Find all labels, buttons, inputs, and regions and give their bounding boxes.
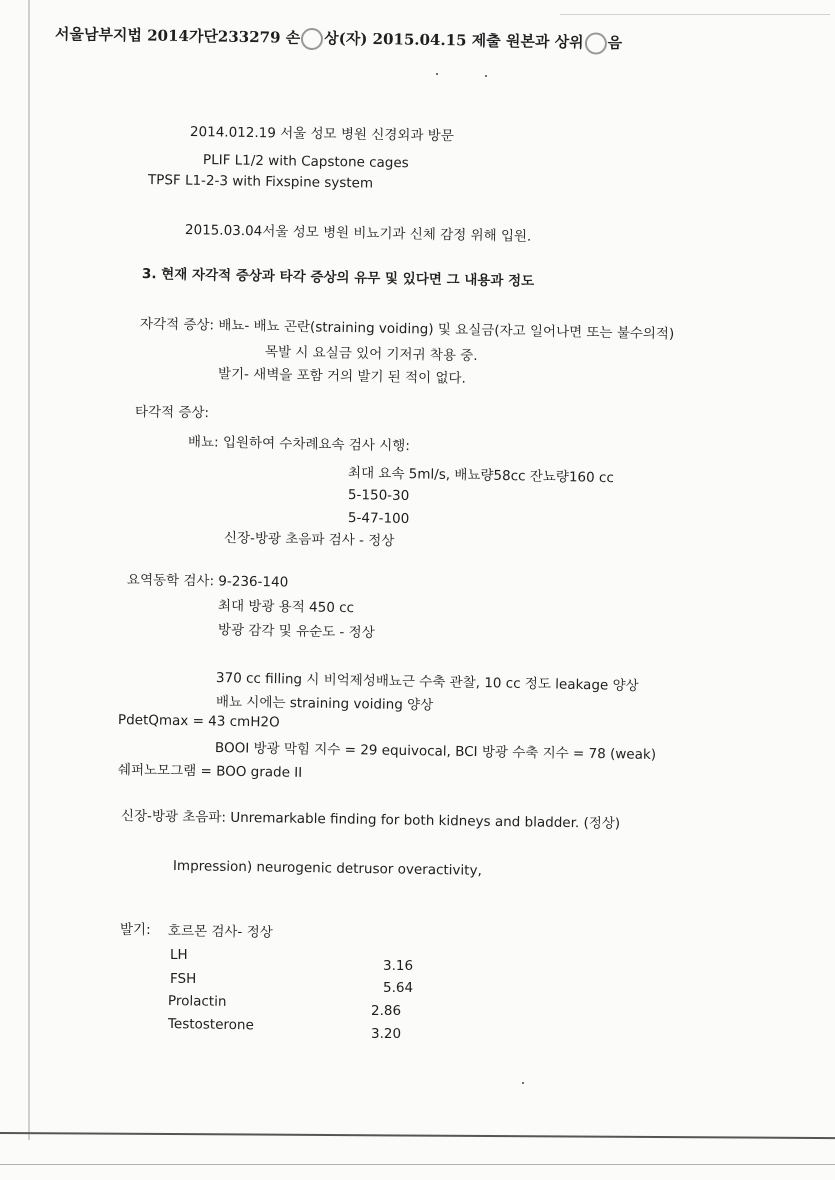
history-line: TPSF L1-2-3 with Fixspine system — [147, 172, 374, 192]
scan-edge-left — [28, 0, 30, 1140]
objective-line-4: 5-47-100 — [347, 510, 410, 527]
hormone-name: Prolactin — [167, 993, 227, 1010]
hormone-value: 5.64 — [383, 980, 414, 996]
impression: Impression) neurogenic detrusor overactivity, — [172, 858, 482, 879]
hormone-value: 3.16 — [383, 958, 414, 974]
hormone-value: 2.86 — [371, 1003, 402, 1019]
objective-label: 타각적 증상: — [134, 404, 210, 422]
objective-line-3: 5-150-30 — [347, 487, 410, 504]
urodynamics-line-1: 요역동학 검사: 9-236-140 — [126, 572, 289, 591]
objective-line-5: 신장-방광 초음파 검사 - 정상 — [223, 530, 395, 550]
redaction-blot — [584, 32, 606, 54]
scan-edge-bottom-2 — [0, 1164, 835, 1165]
ultrasound-result: 신장-방광 초음파: Unremarkable finding for both kidneys and bladder. (정상) — [120, 808, 621, 832]
subjective-line-1: 자각적 증상: 배뇨- 배뇨 곤란(straining voiding) 및 요실금(자고 일어나면 또는 불수의적) — [139, 316, 675, 343]
speck — [436, 73, 438, 75]
history-line: PLIF L1/2 with Capstone cages — [202, 152, 409, 172]
history-line: 2014.012.19 서울 성모 병원 신경외과 방문 — [189, 124, 454, 145]
header-part-2: 상(자) 2015.04.15 제출 원본과 상위 — [324, 29, 584, 52]
header-part-3: 음 — [607, 33, 623, 52]
history-line: 2015.03.04서울 성모 병원 비뇨기과 신체 감정 위해 입원. — [184, 222, 532, 245]
speck — [485, 75, 487, 77]
urodynamics-line-6: PdetQmax = 43 cmH2O — [117, 712, 280, 731]
hormone-name: FSH — [170, 971, 197, 987]
hormone-title: 호르몬 검사- 정상 — [167, 923, 273, 941]
redaction-blot — [301, 28, 323, 50]
scan-edge-bottom — [0, 1132, 835, 1139]
urodynamics-line-5: 배뇨 시에는 straining voiding 양상 — [215, 694, 434, 714]
scan-edge-top — [560, 14, 830, 15]
document-header — [55, 24, 622, 55]
subjective-line-3: 발기- 새벽을 포함 거의 발기 된 적이 없다. — [217, 366, 466, 387]
urodynamics-line-4: 370 cc filling 시 비억제성배뇨근 수축 관찰, 10 cc 정도 leakage 양상 — [215, 670, 639, 695]
urodynamics-line-8: 쉐퍼노모그램 = BOO grade II — [117, 762, 303, 781]
header-part-1: 서울남부지법 2014가단233279 손 — [54, 25, 301, 47]
speck — [522, 1082, 524, 1084]
urodynamics-line-2: 최대 방광 용적 450 cc — [217, 598, 355, 617]
objective-line-1: 배뇨: 입원하여 수차례요속 검사 시행: — [187, 434, 411, 455]
section-title: 3. 현재 자각적 증상과 타각 증상의 유무 및 있다면 그 내용과 정도 — [141, 266, 535, 290]
urodynamics-line-7: BOOI 방광 막힘 지수 = 29 equivocal, BCI 방광 수축 지수 = 78 (weak) — [214, 740, 657, 763]
hormone-name: Testosterone — [167, 1016, 254, 1034]
subjective-line-2: 목발 시 요실금 있어 기저귀 착용 중. — [264, 344, 478, 365]
hormone-name: LH — [170, 947, 188, 963]
urodynamics-line-3: 방광 감각 및 유순도 - 정상 — [217, 622, 375, 642]
hormone-value: 3.20 — [371, 1026, 402, 1042]
objective-line-2: 최대 요속 5ml/s, 배뇨량58cc 잔뇨량160 cc — [347, 465, 614, 487]
erection-label: 발기: — [120, 922, 151, 938]
